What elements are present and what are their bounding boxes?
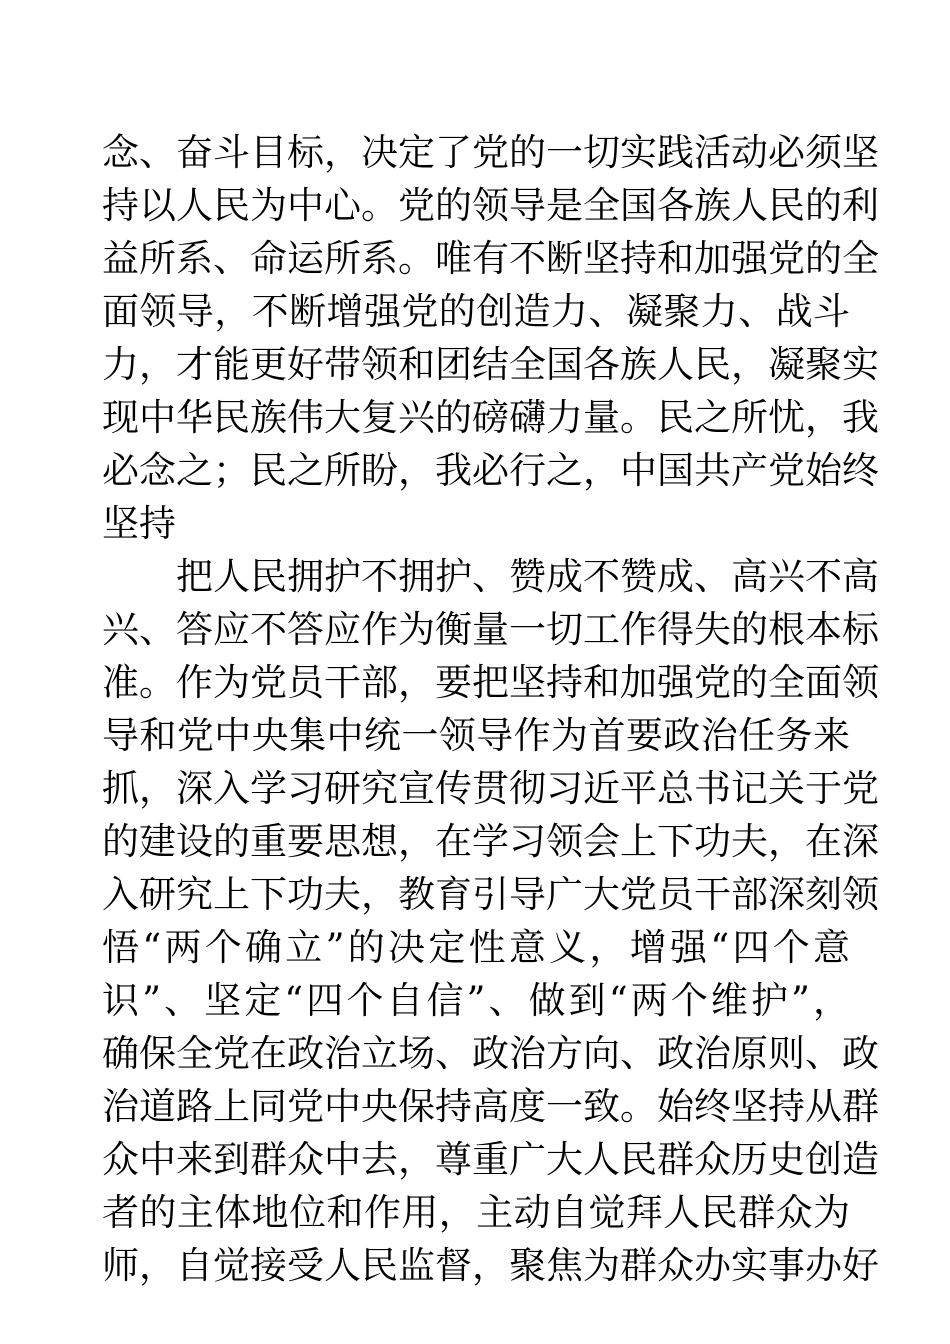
paragraph-2-line-2: 兴、答应不答应作为衡量一切工作得失的根本标 xyxy=(102,608,879,651)
paragraph-1-line-5: 力，才能更好带领和团结全国各族人民，凝聚实 xyxy=(102,343,879,386)
paragraph-2-line-8: 悟“两个确立”的决定性意义，增强“四个意 xyxy=(102,926,850,969)
paragraph-2-line-12: 众中来到群众中去，尊重广大人民群众历史创造 xyxy=(102,1138,879,1181)
paragraph-1-line-1: 念、奋斗目标，决定了党的一切实践活动必须坚 xyxy=(102,131,879,174)
paragraph-2-line-6: 的建设的重要思想，在学习领会上下功夫，在深 xyxy=(102,820,879,863)
paragraph-1-line-7: 必念之；民之所盼，我必行之，中国共产党始终 xyxy=(102,449,879,492)
paragraph-2-line-3: 准。作为党员干部，要把坚持和加强党的全面领 xyxy=(102,661,879,704)
paragraph-2-line-1: 把人民拥护不拥护、赞成不赞成、高兴不高 xyxy=(176,555,879,598)
paragraph-2-line-5: 抓，深入学习研究宣传贯彻习近平总书记关于党 xyxy=(102,767,879,810)
paragraph-1-line-8: 坚持 xyxy=(102,502,176,545)
paragraph-2-line-4: 导和党中央集中统一领导作为首要政治任务来 xyxy=(102,714,850,757)
paragraph-2-line-10: 确保全党在政治立场、政治方向、政治原则、政 xyxy=(102,1032,879,1075)
paragraph-2-line-11: 治道路上同党中央保持高度一致。始终坚持从群 xyxy=(102,1085,879,1128)
paragraph-1-line-3: 益所系、命运所系。唯有不断坚持和加强党的全 xyxy=(102,237,879,280)
paragraph-1-line-2: 持以人民为中心。党的领导是全国各族人民的利 xyxy=(102,184,879,227)
paragraph-2-line-14: 师，自觉接受人民监督，聚焦为群众办实事办好 xyxy=(102,1244,879,1287)
paragraph-1-line-4: 面领导，不断增强党的创造力、凝聚力、战斗 xyxy=(102,290,850,333)
paragraph-1-line-6: 现中华民族伟大复兴的磅礴力量。民之所忧，我 xyxy=(102,396,879,439)
paragraph-2-line-9: 识”、坚定“四个自信”、做到“两个维护”， xyxy=(102,979,850,1022)
paragraph-2-line-7: 入研究上下功夫，教育引导广大党员干部深刻领 xyxy=(102,873,879,916)
paragraph-2-line-13: 者的主体地位和作用，主动自觉拜人民群众为 xyxy=(102,1191,850,1234)
